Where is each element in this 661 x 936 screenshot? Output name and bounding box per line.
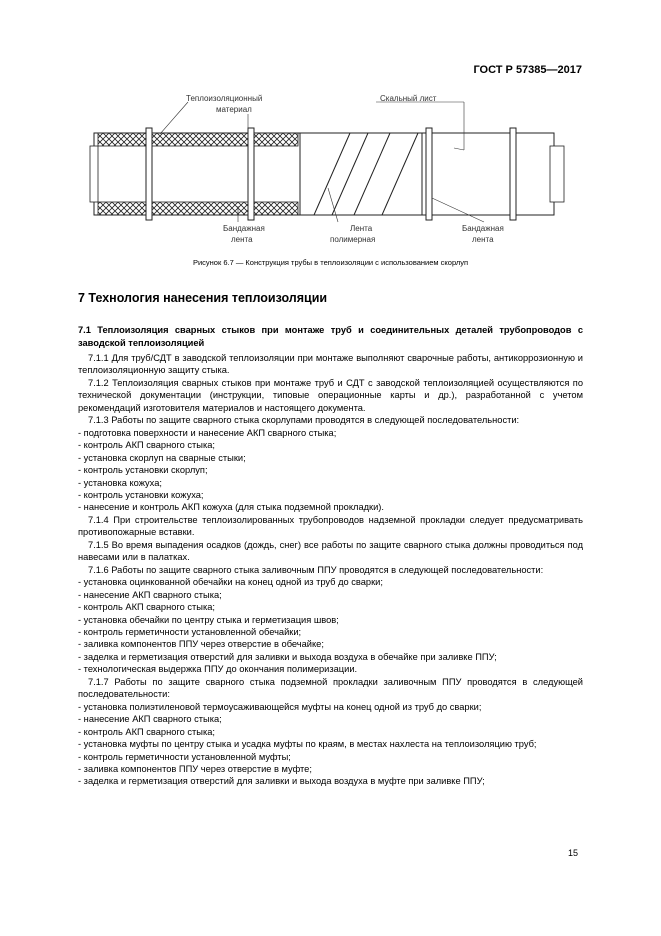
band-left-1	[146, 128, 152, 220]
page-number: 15	[568, 848, 579, 858]
paragraph-7-1-5: 7.1.5 Во время выпадения осадков (дождь, снег) все работы по защите сварного стыка должны проводиться под навесами или в палатках.	[78, 539, 583, 563]
body-text	[78, 352, 583, 788]
standard-number: ГОСТ Р 57385—2017	[473, 64, 582, 76]
list-item: - установка кожуха;	[78, 477, 162, 488]
paragraph-7-1-6: 7.1.6 Работы по защите сварного стыка заливочным ППУ проводятся в следующей последовательности:	[88, 564, 544, 575]
list-item: - установка полиэтиленовой термоусаживающейся муфты на конец одной из труб до сварки;	[78, 701, 482, 712]
list-item: - контроль АКП сварного стыка;	[78, 440, 215, 451]
list-item: - контроль АКП сварного стыка;	[78, 726, 215, 737]
label-rock-sheet: Скальный лист	[380, 94, 437, 103]
subsection-title: 7.1 Теплоизоляция сварных стыков при монтаже труб и соединительных деталей трубопроводов с заводской теплоизоляцией	[78, 325, 583, 348]
pipe-diagram	[88, 88, 568, 253]
list-item: - установка обечайки по центру стыка и герметизация швов;	[78, 614, 339, 625]
list-item: - заделка и герметизация отверстий для заливки и выхода воздуха в муфте при заливке ППУ;	[78, 776, 485, 787]
paragraph-7-1-4: 7.1.4 При строительстве теплоизолированных трубопроводов надземной прокладки следует предусматривать противопожарные вставки.	[78, 514, 583, 538]
label-tape-2: полимерная	[330, 235, 376, 244]
list-item: - заделка и герметизация отверстий для заливки и выхода воздуха в обечайке при заливке ППУ;	[78, 651, 497, 662]
list-item: - установка скорлуп на сварные стыки;	[78, 452, 246, 463]
paragraph-7-1-2: 7.1.2 Теплоизоляция сварных стыков при монтаже труб и СДТ с заводской теплоизоляцией осуществляются по технической документации (инструкции, типовые операционные карты и др.), разработанной с учетом рекомендаций изготовителя материалов и настоящего документа.	[78, 377, 583, 413]
list-item: - установка оцинкованной обечайки на конец одной из труб до сварки;	[78, 577, 383, 588]
insulation-top	[98, 133, 298, 146]
insulation-bottom	[98, 202, 298, 215]
list-item: - заливка компонентов ППУ через отверстие в обечайке;	[78, 639, 324, 650]
paragraph-7-1-7: 7.1.7 Работы по защите сварного стыка подземной прокладки заливочным ППУ проводятся в следующей последовательности:	[78, 676, 583, 700]
list-item: - контроль АКП сварного стыка;	[78, 602, 215, 613]
label-band-right-1: Бандажная	[462, 224, 504, 233]
label-insulation-1: Теплоизоляционный	[186, 94, 263, 103]
label-tape-1: Лента	[350, 224, 373, 233]
band-right-1	[426, 128, 432, 220]
figure-caption: Рисунок 6.7 — Конструкция трубы в теплоизоляции с использованием скорлуп	[192, 258, 469, 267]
paragraph-7-1-1: 7.1.1 Для труб/СДТ в заводской теплоизоляции при монтаже выполняют сварочные работы, антикоррозионную и теплоизоляционную защиту стыка.	[78, 353, 583, 376]
section-title: 7 Технология нанесения теплоизоляции	[78, 291, 328, 305]
list-item: - технологическая выдержка ППУ до окончания полимеризации.	[78, 664, 358, 675]
list-item: - контроль герметичности установленной муфты;	[78, 751, 291, 762]
list-item-long: - установка муфты по центру стыка и усадка муфты по краям, в местах нахлеста на теплоизоляцию труб;	[78, 739, 537, 750]
list-item: - нанесение АКП сварного стыка;	[78, 714, 222, 725]
list-item: - контроль установки кожуха;	[78, 489, 204, 500]
label-band-right-2: лента	[472, 235, 494, 244]
list-item: - подготовка поверхности и нанесение АКП сварного стыка;	[78, 427, 337, 438]
pipe-figure	[88, 88, 568, 253]
list-item: - контроль герметичности установленной обечайки;	[78, 626, 302, 637]
label-band-left-1: Бандажная	[223, 224, 265, 233]
list-item: - заливка компонентов ППУ через отверстие в муфте;	[78, 763, 312, 774]
list-item: - нанесение и контроль АКП кожуха (для стыка подземной прокладки).	[78, 502, 384, 513]
band-right-2	[510, 128, 516, 220]
list-item: - нанесение АКП сварного стыка;	[78, 589, 222, 600]
label-insulation-2: материал	[216, 105, 252, 114]
pipe-right-end	[550, 146, 564, 202]
list-item: - контроль установки скорлуп;	[78, 465, 208, 476]
pipe-left-end	[90, 146, 98, 202]
band-left-2	[248, 128, 254, 220]
paragraph-7-1-3: 7.1.3 Работы по защите сварного стыка скорлупами проводятся в следующей последовательности:	[88, 415, 520, 426]
label-band-left-2: лента	[231, 235, 253, 244]
